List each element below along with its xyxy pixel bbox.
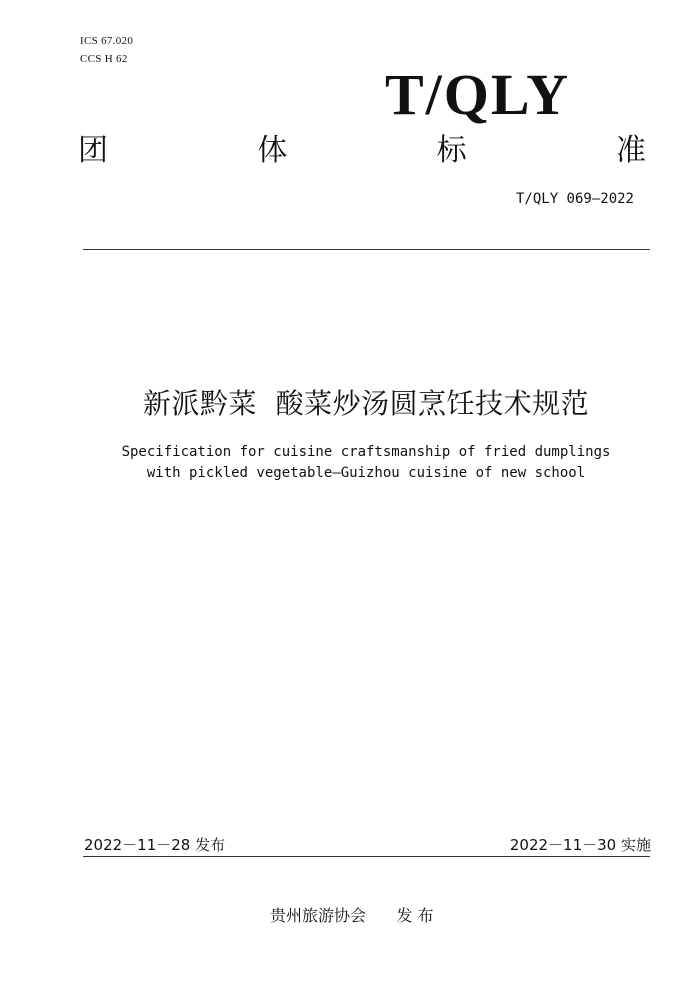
implement-date: 2022－11－30 实施: [509, 836, 651, 854]
chinese-title: 新派黔菜 酸菜炒汤圆烹饪技术规范: [142, 387, 590, 420]
english-title-line: Specification for cuisine craftsmanship of fried dumplings: [121, 444, 611, 460]
top-divider: [83, 249, 650, 250]
date-row: [84, 834, 651, 855]
english-title-line: with pickled vegetable—Guizhou cuisine of new school: [146, 465, 586, 481]
standard-number: T/QLY 069—2022: [515, 191, 634, 207]
standard-type-char: 体: [257, 133, 288, 168]
ccs-code: CCS H 62: [80, 53, 128, 65]
ics-code: ICS 67.020: [80, 35, 134, 47]
standard-type-char: 团: [78, 133, 108, 168]
publish-date: 2022－11－28 发布: [84, 836, 226, 854]
standard-type-char: 准: [615, 133, 646, 168]
standard-type-heading: [78, 133, 646, 169]
publisher: 贵州旅游协会 发 布: [270, 906, 434, 925]
bottom-divider: [83, 856, 650, 857]
standard-logo: T/QLY: [385, 62, 571, 127]
english-title: [0, 442, 700, 484]
standard-type-char: 标: [436, 133, 467, 168]
